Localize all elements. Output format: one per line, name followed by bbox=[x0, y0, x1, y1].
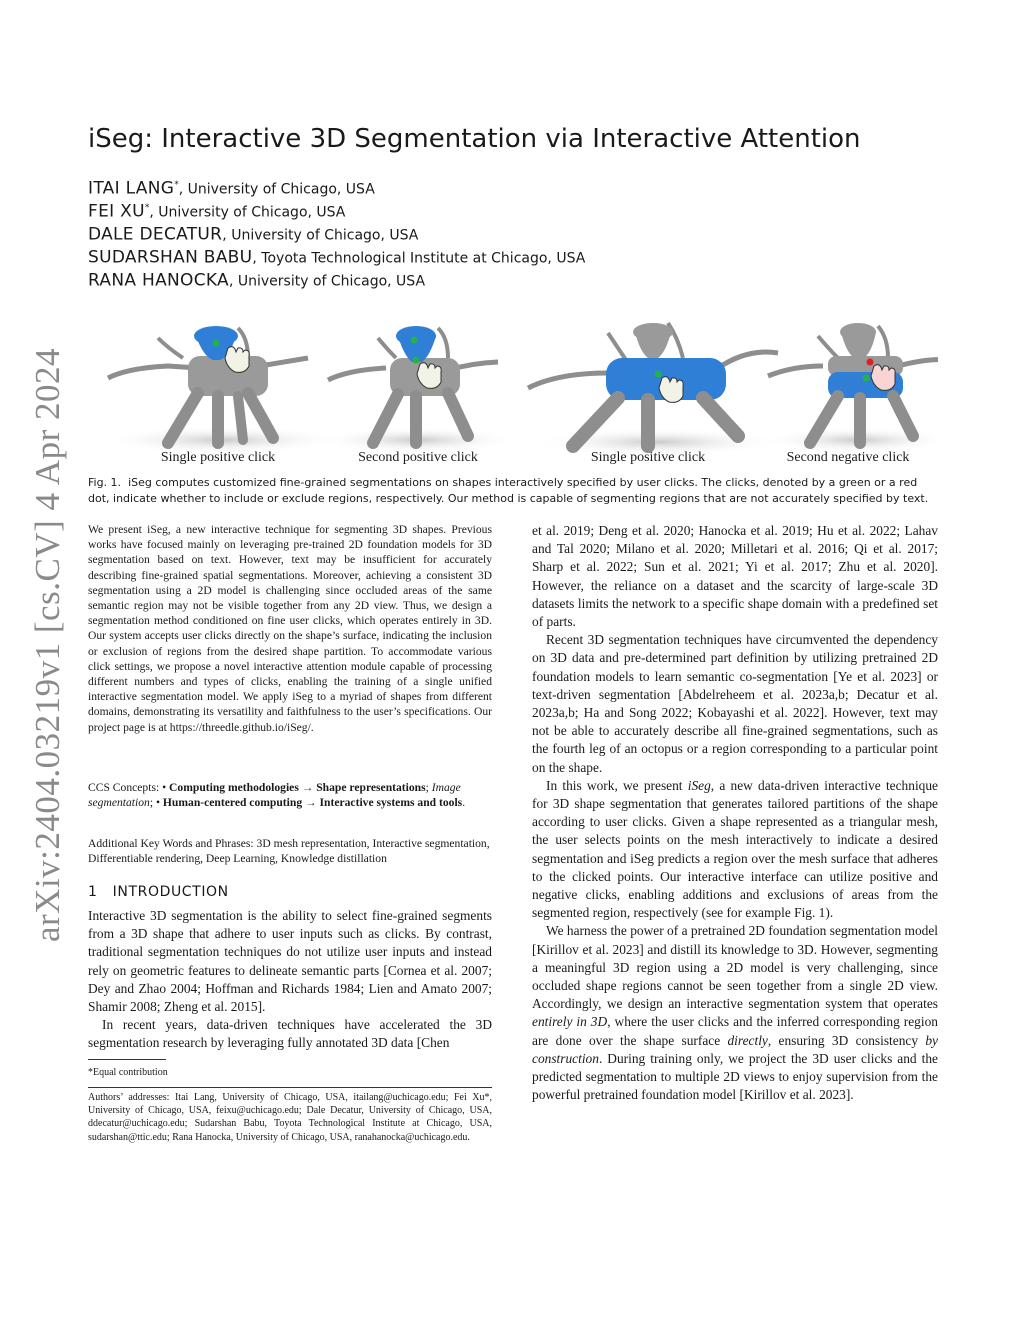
author-name: FEI XU bbox=[88, 201, 145, 222]
author-line bbox=[88, 266, 425, 292]
author-affiliation: , University of Chicago, USA bbox=[222, 227, 419, 244]
paragraph: et al. 2019; Deng et al. 2020; Hanocka et al. 2019; Hu et al. 2022; Lahav and Tal 2020; Milano et al. 2020; Milletari et al. 2016; Qi et al. 2017; Sharp et al. 2022; Sun et al. 2021; Yi et al. 2017; Zhu et al. 2020]. However, the reliance on a dataset and the scarcity of large-scale 3D datasets limits the network to a specific shape domain with a predefined set of parts. bbox=[532, 523, 938, 630]
arxiv-stamp bbox=[28, 347, 68, 943]
footnote-equal: *Equal contribution bbox=[88, 1067, 168, 1078]
author-mark: * bbox=[174, 180, 179, 190]
figure-caption bbox=[88, 475, 940, 507]
robot-model-2 bbox=[318, 326, 518, 453]
figure-label: Single positive click bbox=[590, 450, 706, 465]
author-name: ITAI LANG bbox=[88, 178, 175, 199]
caption-text: iSeg computes customized fine-grained segmentations on shapes interactively specified by user clicks. The clicks, denoted by a green or a red dot, indicate whether to include or exclude regions, respectively. Our method is capable of segmenting regions that are not accurately specified by text. bbox=[88, 476, 929, 505]
author-name: RANA HANOCKA bbox=[88, 270, 229, 291]
intro-body-col1 bbox=[88, 907, 492, 1053]
author-affiliation: , University of Chicago, USA bbox=[228, 273, 426, 290]
author-affiliation: , Toyota Technological Institute at Chicago, USA bbox=[252, 250, 586, 267]
footnote-rule bbox=[88, 1059, 166, 1060]
figure-label: Single positive click bbox=[160, 450, 276, 465]
author-name: DALE DECATUR bbox=[88, 224, 223, 245]
robot-model-3 bbox=[528, 323, 783, 456]
paragraph: We harness the power of a pretrained 2D foundation segmentation model [Kirillov et al. 2023] and distill its knowledge to 3D. However, segmenting a meaningful 3D region using a 2D model is very challenging, since occluded shape regions cannot be seen together from a single 2D view. Accordingly, we design an interactive segmentation system that operates entirely in 3D, where the user clicks and the inferred corresponding region are done over the shape surface directly, ensuring 3D consistency by construction. During training only, we project the 3D user clicks and the predicted segmentation to multiple 2D views to enjoy supervision from the powerful pretrained foundation model [Kirillov et al. 2023]. bbox=[532, 923, 938, 1103]
paragraph: In recent years, data-driven techniques have accelerated the 3D segmentation research by leveraging fully annotated 3D data [Chen bbox=[88, 1017, 492, 1051]
robot-model-1 bbox=[103, 326, 343, 454]
figure-label: Second positive click bbox=[358, 450, 478, 465]
paragraph: In this work, we present iSeg, a new data-driven interactive technique for 3D shape segmentation that generates tailored partitions of the shape according to user clicks. Given a shape represented as a triangular mesh, the user selects points on the mesh interactively to indicate a desired segmentation and iSeg predicts a region over the mesh surface that adheres to the clicked points. Our interactive interface can utilize positive and negative clicks, enabling additions and exclusions of areas from the segmented region, respectively (see for example Fig. 1). bbox=[532, 777, 938, 921]
keywords: Additional Key Words and Phrases: 3D mesh representation, Interactive segmentation, Differentiable rendering, Deep Learning, Knowledge distillation bbox=[88, 837, 490, 866]
figure-label: Second negative click bbox=[786, 450, 910, 465]
intro-body-col2 bbox=[532, 522, 938, 1105]
robot-model-4 bbox=[763, 323, 938, 453]
author-affiliation: , University of Chicago, USA bbox=[149, 204, 346, 221]
paragraph: Recent 3D segmentation techniques have circumvented the dependency on 3D data and pre-determined part definition by utilizing pretrained 2D foundation models to learn semantic co-segmentation [Ye et al. 2023] or text-driven segmentation [Abdelreheem et al. 2023a,b; Decatur et al. 2023a,b; Ha and Song 2022; Kobayashi et al. 2022]. However, text may not be able to accurately describe all fine-grained segmentations, such as the fourth leg of an octopus or a region corresponding to a particular point on the shape. bbox=[532, 632, 938, 775]
arxiv-id: arXiv:2404.03219v1 [cs.CV] 4 Apr 2024 bbox=[28, 347, 67, 943]
section-title: INTRODUCTION bbox=[112, 884, 229, 900]
author-affiliation: , University of Chicago, USA bbox=[178, 181, 375, 198]
paragraph: Interactive 3D segmentation is the ability to select fine-grained segments from a 3D shape that adhere to user inputs such as clicks. By contrast, traditional segmentation techniques do not utilize user inputs and instead rely on geometric features to delineate semantic parts [Cornea et al. 2007; Dey and Zhao 2004; Hoffman and Richards 1984; Lien and Amato 2007; Shamir 2008; Zheng et al. 2015]. bbox=[88, 908, 492, 1015]
section-heading bbox=[88, 884, 492, 900]
section-number: 1 bbox=[88, 884, 98, 900]
caption-lead: Fig. 1. bbox=[88, 476, 122, 489]
abstract: We present iSeg, a new interactive technique for segmenting 3D shapes. Previous works have focused mainly on leveraging pre-trained 2D foundation models for 3D segmentation based on text. However, text may be insufficient for accurately describing fine-grained spatial segmentations. Moreover, achieving a consistent 3D segmentation using a 2D model is challenging since occluded areas of the same semantic region may not be visible together from any 2D view. Thus, we design a segmentation method conditioned on fine user clicks, which operates entirely in 3D. Our system accepts user clicks directly on the shape’s surface, indicating the inclusion or exclusion of regions from the desired shape partition. To accommodate various click settings, we propose a novel interactive attention module capable of processing different numbers and types of clicks, enabling the training of a single unified interactive segmentation model. We apply iSeg to a myriad of shapes from different domains, demonstrating its versatility and faithfulness to the user’s specifications. Our project page is at https://threedle.github.io/iSeg/. bbox=[88, 523, 492, 734]
author-name: SUDARSHAN BABU bbox=[88, 247, 253, 268]
teaser-figure bbox=[88, 318, 938, 468]
footnote-rule bbox=[88, 1087, 492, 1088]
paper-title: iSeg: Interactive 3D Segmentation via Interactive Attention bbox=[88, 124, 861, 154]
author-mark: * bbox=[144, 203, 150, 213]
ccs-concepts: CCS Concepts: • Computing methodologies → Shape representations; Image segmentation; • Human-centered computing → Interactive systems and tools. bbox=[88, 781, 466, 810]
footnote-addresses: Authors’ addresses: Itai Lang, University of Chicago, USA, itailang@uchicago.edu; Fei Xu*, University of Chicago, USA, feixu@uchicago.edu; Dale Decatur, University of Chicago, USA, ddecatur@uchicago.edu; Sudarshan Babu, Toyota Technological Institute at Chicago, USA, sudarshan@ttic.edu; Rana Hanocka, University of Chicago, USA, ranahanocka@uchicago.edu. bbox=[88, 1092, 492, 1143]
